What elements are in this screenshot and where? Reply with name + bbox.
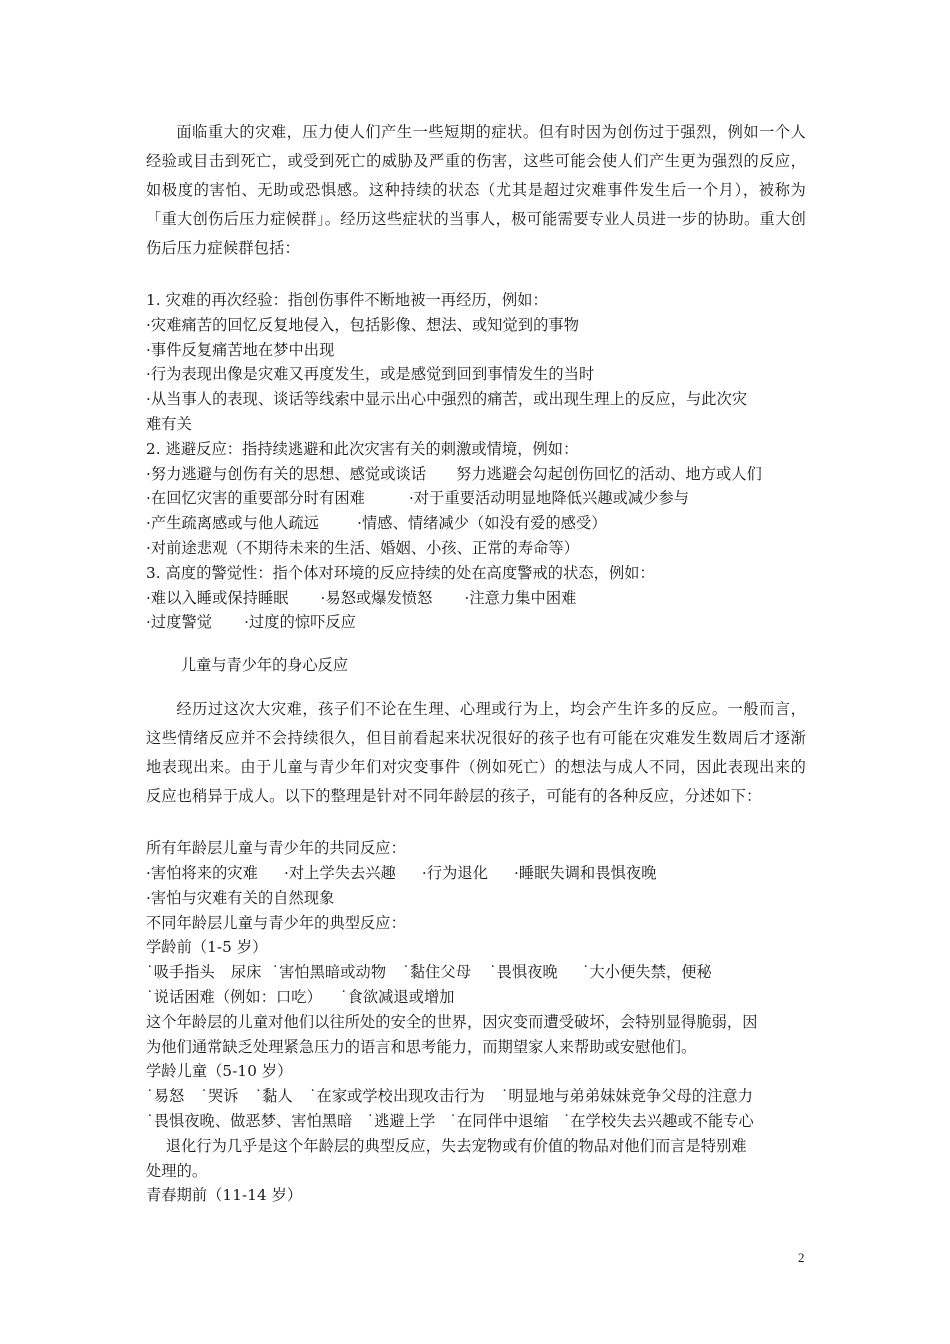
list-item: ·从当事人的表现、谈话等线索中显示出心中强烈的痛苦，或出现生理上的反应，与此次灾 xyxy=(146,390,748,409)
list-item-text: ·对于重要活动明显地降低兴趣或减少参与 xyxy=(408,489,690,508)
list-item-text: ˙害怕黑暗或动物 xyxy=(271,963,387,982)
list-item xyxy=(146,1084,806,1109)
list-item-text: ˙逃避上学 xyxy=(366,1111,436,1130)
preschool-title: 学龄前（1-5 岁） xyxy=(146,938,268,957)
list-item-text: ˙畏惧夜晚、做恶梦、害怕黑暗 xyxy=(146,1111,353,1130)
list-item-text: ·行为退化 xyxy=(421,863,488,882)
ptsd-section1-title: 1. 灾难的再次经验：指创伤事件不断地被一再经历，例如： xyxy=(146,291,548,309)
preschool-note: 为他们通常缺乏处理紧急压力的语言和思考能力，而期望家人来帮助或安慰他们。 xyxy=(146,1037,697,1056)
page-number: 2 xyxy=(798,1250,805,1265)
list-item-text: ·过度警觉 xyxy=(146,613,213,632)
list-item-text: ˙食欲减退或增加 xyxy=(339,987,455,1006)
typical-reactions-title: 不同年龄层儿童与青少年的典型反应： xyxy=(146,913,406,932)
school-age-title: 学龄儿童（5-10 岁） xyxy=(146,1062,293,1081)
list-item-text: 努力逃避会勾起创伤回忆的活动、地方或人们 xyxy=(456,464,762,483)
list-item: ·灾难痛苦的回忆反复地侵入，包括影像、想法、或知觉到的事物 xyxy=(146,315,579,334)
list-item-text: ˙在家或学校出现攻击行为 xyxy=(308,1087,485,1106)
list-item-text: ˙说话困难（例如：口吃） xyxy=(146,987,322,1006)
list-item-text: ˙吸手指头 xyxy=(146,963,215,982)
list-item xyxy=(146,586,806,611)
school-age-note: 退化行为几乎是这个年龄层的典型反应，失去宠物或有价值的物品对他们而言是特别难 xyxy=(165,1136,747,1155)
common-reactions-title: 所有年龄层儿童与青少年的共同反应： xyxy=(146,839,406,858)
preschool-note: 这个年龄层的儿童对他们以往所处的安全的世界，因灾变而遭受破坏，会特别显得脆弱，因 xyxy=(146,1012,758,1031)
list-item-text: 尿床 xyxy=(230,963,262,982)
list-item-text: ·易怒或爆发愤怒 xyxy=(320,588,433,607)
school-age-note: 处理的。 xyxy=(146,1161,208,1180)
document-body xyxy=(146,118,806,1208)
section-heading: 儿童与青少年的身心反应 xyxy=(180,656,349,675)
list-item-text: ˙在学校失去兴趣或不能专心 xyxy=(562,1111,754,1130)
list-item: ·对前途悲观（不期待未来的生活、婚姻、小孩、正常的寿命等） xyxy=(146,538,579,557)
children-paragraph: 经历过这次大灾难，孩子们不论在生理、心理或行为上，均会产生许多的反应。一般而言，这些情绪反应并不会持续很久，但目前看起来状况很好的孩子也有可能在灾难发生数周后才逐渐地表现出来。由于儿童与青少年们对灾变事件（例如死亡）的想法与成人不同，因此表现出来的反应也稍异于成人。以下的整理是针对不同年龄层的孩子，可能有的各种反应，分述如下： xyxy=(146,700,806,806)
list-item-text: ·注意力集中困难 xyxy=(464,588,577,607)
list-item-text: ˙明显地与弟弟妹妹竞争父母的注意力 xyxy=(500,1087,753,1106)
list-item-text: ·难以入睡或保持睡眠 xyxy=(146,588,289,607)
list-item-text: ˙在同伴中退缩 xyxy=(449,1111,549,1130)
ptsd-section3-title: 3. 高度的警觉性：指个体对环境的反应持续的处在高度警戒的状态，例如： xyxy=(146,563,655,582)
list-item: ·害怕与灾难有关的自然现象 xyxy=(146,888,335,907)
list-item-text: ·产生疏离感或与他人疏远 xyxy=(146,514,320,533)
list-item-text: ˙黏住父母 xyxy=(402,963,471,982)
list-item xyxy=(146,511,806,536)
list-item-text: ·害怕将来的灾难 xyxy=(146,863,258,882)
ptsd-section2-title: 2. 逃避反应：指持续逃避和此次灾害有关的刺激或情境，例如： xyxy=(146,439,579,458)
list-item-text: ˙哭诉 xyxy=(200,1087,239,1106)
list-item: ·行为表现出像是灾难又再度发生，或是感觉到回到事情发生的当时 xyxy=(146,365,595,384)
list-item xyxy=(146,610,806,635)
list-item xyxy=(146,985,806,1010)
preteen-title: 青春期前（11-14 岁） xyxy=(146,1186,303,1205)
list-item xyxy=(146,1109,806,1134)
list-item xyxy=(146,486,806,511)
list-item-text: ·对上学失去兴趣 xyxy=(283,863,396,882)
list-item-text: ˙易怒 xyxy=(146,1087,185,1106)
list-item xyxy=(146,861,806,886)
list-item xyxy=(146,960,806,985)
list-item-text: ˙畏惧夜晚 xyxy=(488,963,558,982)
list-item-text: ·情感、情绪减少（如没有爱的感受） xyxy=(357,514,607,533)
list-item-text: ·努力逃避与创伤有关的思想、感觉或谈话 xyxy=(146,464,427,483)
list-item-text: ·睡眠失调和畏惧夜晚 xyxy=(513,863,657,882)
list-item-text: ·在回忆灾害的重要部分时有困难 xyxy=(146,489,365,508)
list-item: ·事件反复痛苦地在梦中出现 xyxy=(146,340,335,359)
list-item-text: ·过度的惊吓反应 xyxy=(244,613,357,632)
list-item: 难有关 xyxy=(146,414,192,433)
list-item-text: ˙黏人 xyxy=(254,1087,293,1106)
list-item xyxy=(146,462,806,487)
list-item-text: ˙大小便失禁，便秘 xyxy=(581,963,712,982)
intro-paragraph: 面临重大的灾难，压力使人们产生一些短期的症状。但有时因为创伤过于强烈，例如一个人经验或目击到死亡，或受到死亡的威胁及严重的伤害，这些可能会使人们产生更为强烈的反应，如极度的害怕、无助或恐惧感。这种持续的状态（尤其是超过灾难事件发生后一个月），被称为「重大创伤后压力症候群」。经历这些症状的当事人，极可能需要专业人员进一步的协助。重大创伤后压力症候群包括： xyxy=(146,123,806,257)
